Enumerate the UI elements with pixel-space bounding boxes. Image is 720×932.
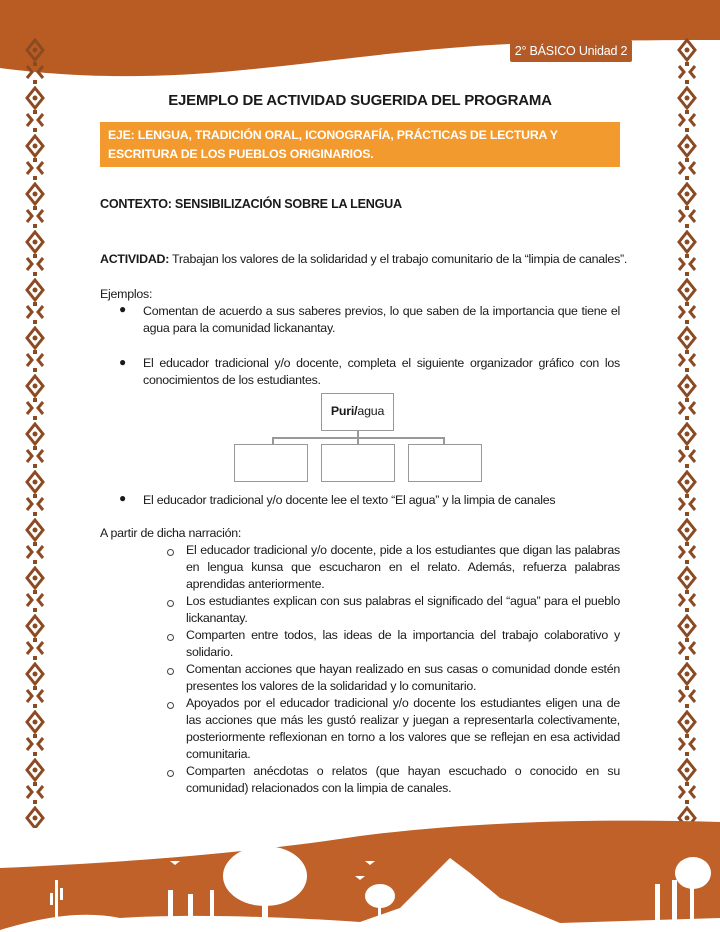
- circle-bullet-icon: [167, 549, 174, 556]
- bullet-icon: ●: [119, 355, 127, 369]
- narration-item: Comentan acciones que hayan realizado en sus casas o comunidad donde estén presentes los valores de la solidaridad y lo comunitario.: [186, 662, 620, 693]
- activity-statement: [100, 251, 630, 268]
- example-item: Comentan de acuerdo a sus saberes previos, lo que saben de la importancia que tiene el agua para la comunidad lickanantay.: [143, 304, 620, 335]
- connector-line: [272, 437, 274, 444]
- context-heading: CONTEXTO: SENSIBILIZACIÓN SOBRE LA LENGUA: [100, 197, 402, 211]
- circle-bullet-icon: [167, 600, 174, 607]
- example-item: El educador tradicional y/o docente lee el texto “El agua” y la limpia de canales: [143, 493, 556, 507]
- narration-item: Comparten entre todos, las ideas de la importancia del trabajo colaborativo y solidario.: [186, 628, 620, 659]
- circle-bullet-icon: [167, 668, 174, 675]
- connector-line: [272, 437, 444, 439]
- narration-item: Comparten anécdotas o relatos (que hayan escuchado o conocido en su comunidad) relacionados con la limpia de canales.: [186, 764, 620, 795]
- page-title: EJEMPLO DE ACTIVIDAD SUGERIDA DEL PROGRAMA: [168, 92, 552, 109]
- organizer-empty-box: [408, 444, 482, 482]
- circle-bullet-icon: [167, 770, 174, 777]
- examples-label: Ejemplos:: [100, 287, 153, 301]
- narration-item: El educador tradicional y/o docente, pide a los estudiantes que digan las palabras en lengua kunsa que escucharon en el relato. Además, refuerza palabras aprendidas anteriormente.: [186, 543, 620, 591]
- bullet-icon: ●: [119, 491, 127, 505]
- right-decorative-border: [676, 38, 698, 828]
- activity-label: ACTIVIDAD:: [100, 252, 170, 266]
- grade-unit-badge: 2° BÁSICO Unidad 2: [510, 40, 632, 62]
- organizer-root-box: [321, 393, 394, 431]
- bullet-icon: ●: [119, 302, 127, 316]
- example-item: El educador tradicional y/o docente, completa el siguiente organizador gráfico con los conocimientos de los estudiantes.: [143, 356, 620, 387]
- narration-label: A partir de dicha narración:: [100, 526, 242, 540]
- root-bold-text: Puri/: [330, 404, 358, 418]
- narration-item: Apoyados por el educador tradicional y/o docente los estudiantes eligen una de las acciones que más les gustó realizar y juegan a representarla colectivamente, posteriormente reflexionan en torno a los valores que se reflejan en esa actividad comunitaria.: [186, 696, 620, 761]
- eje-banner: EJE: LENGUA, TRADICIÓN ORAL, ICONOGRAFÍA, PRÁCTICAS DE LECTURA Y ESCRITURA DE LOS PUEBLOS ORIGINARIOS.: [100, 122, 620, 167]
- left-decorative-border: [24, 38, 46, 828]
- root-text: agua: [357, 404, 385, 418]
- footer-landscape-illustration: [0, 818, 720, 932]
- circle-bullet-icon: [167, 702, 174, 709]
- organizer-empty-box: [234, 444, 308, 482]
- circle-bullet-icon: [167, 634, 174, 641]
- organizer-empty-box: [321, 444, 395, 482]
- activity-text: Trabajan los valores de la solidaridad y el trabajo comunitario de la “limpia de canales”.: [169, 252, 628, 266]
- narration-item: Los estudiantes explican con sus palabras el significado del “agua” para el pueblo lickanantay.: [186, 594, 620, 625]
- connector-line: [443, 437, 445, 444]
